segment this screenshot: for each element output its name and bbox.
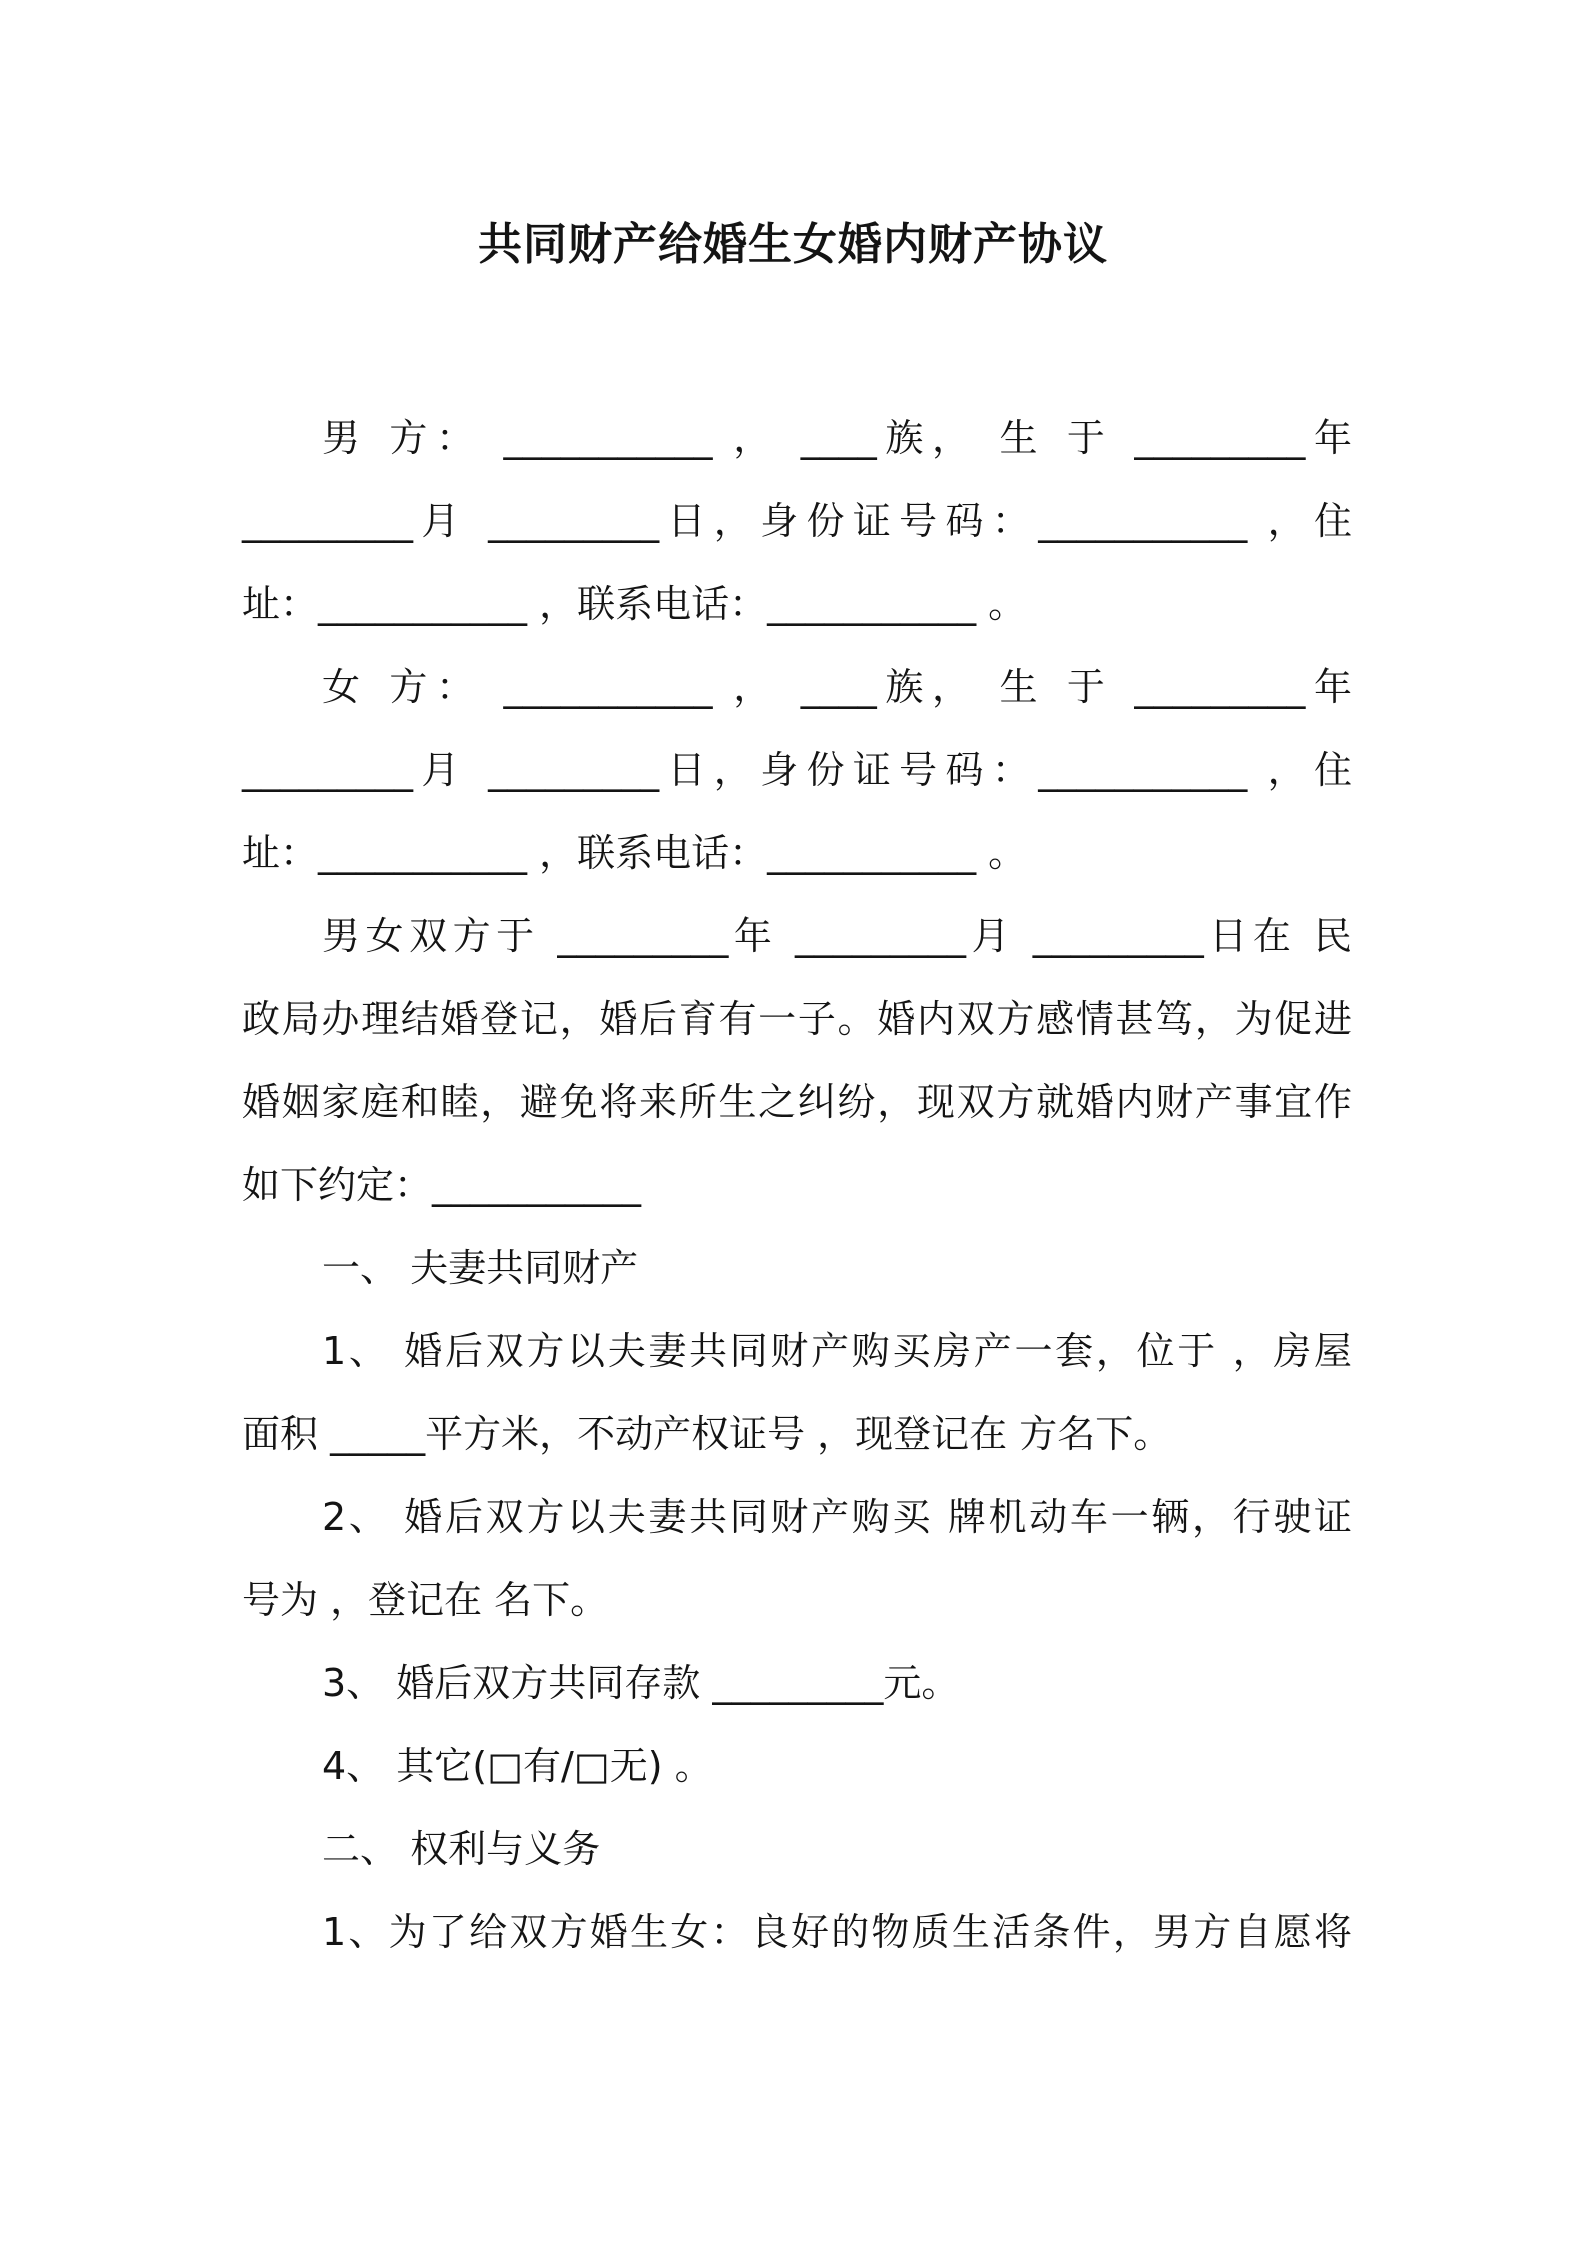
- female-party-line-3: 址：___________ ，联系电话：___________ 。: [242, 831, 1027, 875]
- clause-1-2-line-2: 号为 ，登记在 名下。: [242, 1578, 609, 1622]
- preamble-line-2: 政局办理结婚登记，婚后育有一子。婚内双方感情甚笃，为促进: [242, 997, 1352, 1041]
- clause-2-1-line-1: 1、为了给双方婚生女：良好的物质生活条件，男方自愿将: [322, 1910, 1352, 1954]
- document-title: 共同财产给婚生女婚内财产协议: [478, 219, 1108, 270]
- section-heading-1: 一、 夫妻共同财产: [322, 1246, 639, 1290]
- clause-1-4: 4、 其它(□有/□无) 。: [322, 1744, 713, 1788]
- section-heading-2: 二、 权利与义务: [322, 1827, 601, 1871]
- male-party-line-2: _________月 _________日，身份证号码：___________ ，住: [242, 499, 1352, 543]
- female-party-line-2: _________月 _________日，身份证号码：___________ ，住: [242, 748, 1352, 792]
- female-party-line-1: 女 方： ___________ ， ____族， 生 于 _________年: [322, 665, 1352, 709]
- clause-1-2-line-1: 2、 婚后双方以夫妻共同财产购买 牌机动车一辆，行驶证: [322, 1495, 1352, 1539]
- clause-1-3: 3、 婚后双方共同存款 _________元。: [322, 1661, 960, 1705]
- male-party-line-3: 址：___________ ，联系电话：___________ 。: [242, 582, 1027, 626]
- clause-1-1-line-2: 面积 _____平方米，不动产权证号 ，现登记在 方名下。: [242, 1412, 1172, 1456]
- preamble-line-1: 男女双方于 _________年 _________月 _________日在 民: [322, 914, 1352, 958]
- preamble-line-3: 婚姻家庭和睦，避免将来所生之纠纷，现双方就婚内财产事宜作: [242, 1080, 1352, 1124]
- male-party-line-1: 男 方： ___________ ， ____族， 生 于 _________年: [322, 416, 1352, 460]
- preamble-line-4: 如下约定：___________: [242, 1163, 642, 1207]
- clause-1-1-line-1: 1、 婚后双方以夫妻共同财产购买房产一套，位于 ，房屋: [322, 1329, 1352, 1373]
